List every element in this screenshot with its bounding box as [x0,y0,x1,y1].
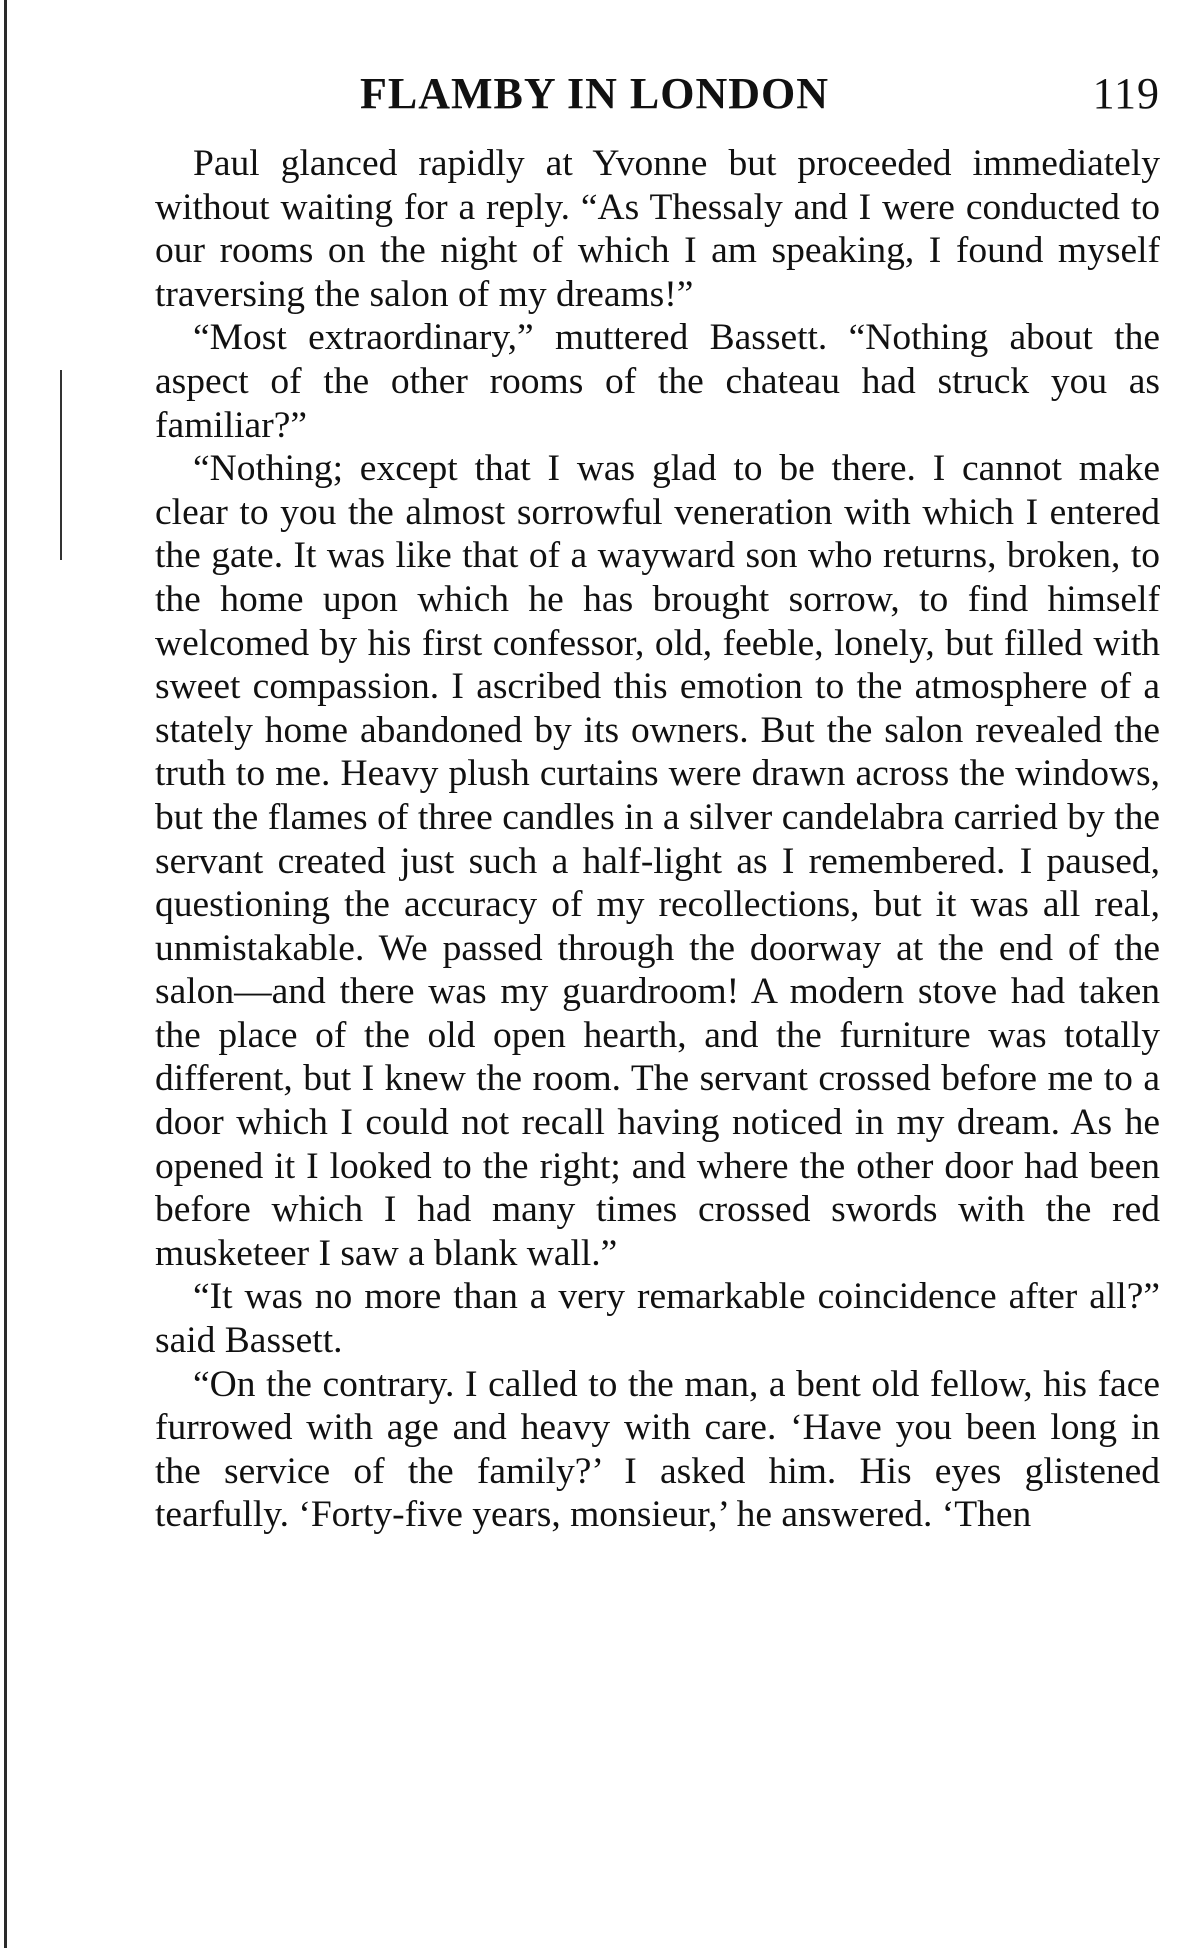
paragraph-4: “It was no more than a very remarkable coincidence after all?” said Bassett. [155,1276,1160,1362]
running-title: FLAMBY IN LONDON [360,69,830,118]
paragraph-5: “On the contrary. I called to the man, a bent old fellow, his face furrowed with age and heavy with care. ‘Have you been long in the service of the family?’ I asked him. His eyes glistened tearfully. ‘Forty-five years, monsieur,’ he answered. ‘Then [155,1363,1160,1536]
page-number: 119 [1092,69,1160,118]
page-binding-edge [4,0,7,1948]
body-text [155,142,1160,1537]
paragraph-3: “Nothing; except that I was glad to be there. I cannot make clear to you the almost sorrowful veneration with which I entered the gate. It was like that of a wayward son who returns, broken, to the home upon which he has brought sorrow, to find himself welcomed by his first confessor, old, feeble, lonely, but filled with sweet compassion. I ascribed this emotion to the atmosphere of a stately home abandoned by its owners. But the salon revealed the truth to me. Heavy plush curtains were drawn across the windows, but the flames of three candles in a silver candelabra carried by the servant created just such a half-light as I remembered. I paused, questioning the accuracy of my recollections, but it was all real, unmistakable. We passed through the doorway at the end of the salon—and there was my guardroom! A modern stove had taken the place of the old open hearth, and the furniture was totally different, but I knew the room. The servant crossed before me to a door which I could not recall having noticed in my dream. As he opened it I looked to the right; and where the other door had been before which I had many times crossed swords with the red musketeer I saw a blank wall.” [155,448,1160,1274]
page-header [150,68,1160,138]
margin-pencil-mark [60,370,62,560]
paragraph-1: Paul glanced rapidly at Yvonne but proceeded immediately without waiting for a reply. “As Thessaly and I were conducted to our rooms on the night of which I am speaking, I found myself traversing the salon of my dreams!” [155,143,1160,315]
paragraph-2: “Most extraordinary,” muttered Bassett. “Nothing about the aspect of the other rooms of the chateau had struck you as familiar?” [155,317,1160,446]
